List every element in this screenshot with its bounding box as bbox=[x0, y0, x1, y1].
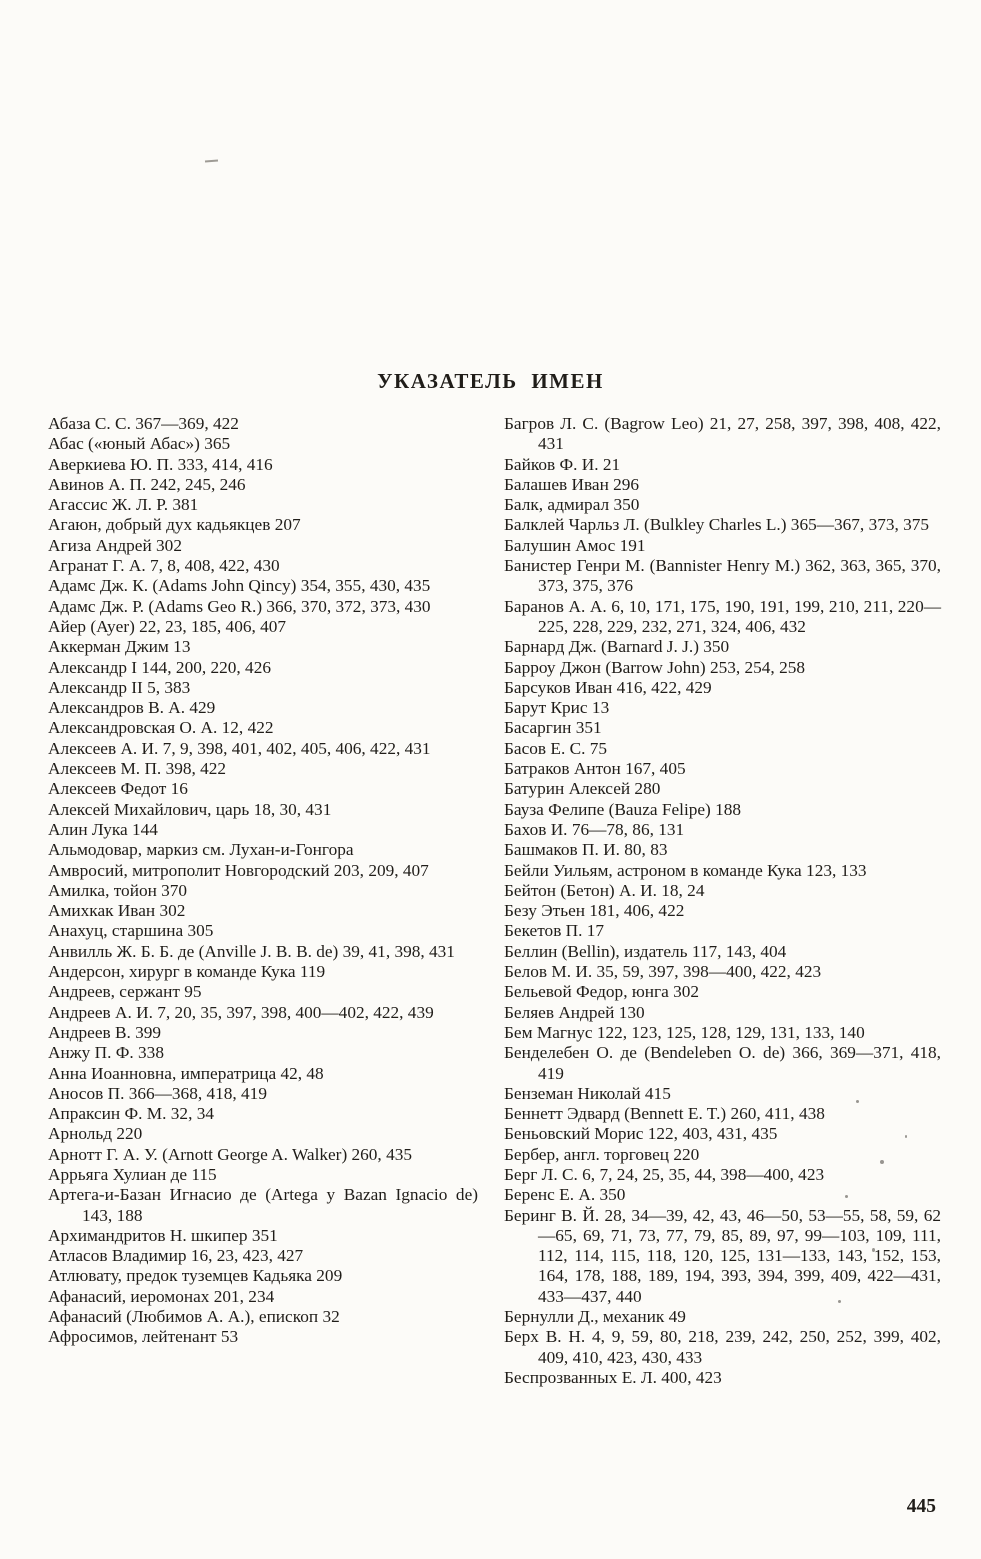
index-entry: Алин Лука 144 bbox=[48, 819, 158, 839]
index-entry: Алексеев А. И. 7, 9, 398, 401, 402, 405, 406, 422, 431 bbox=[48, 738, 431, 758]
index-entry: Адамс Дж. К. (Adams John Qincy) 354, 355, 430, 435 bbox=[48, 576, 431, 596]
index-entry: Алексеев М. П. 398, 422 bbox=[48, 759, 227, 779]
index-entry: Балклей Чарльз Л. (Bulkley Charles L.) 365—367, 373, 375 bbox=[504, 515, 930, 535]
index-entry: Анвилль Ж. Б. Б. де (Anville J. B. B. de) 39, 41, 398, 431 bbox=[48, 941, 455, 961]
index-entry: Берг Л. С. 6, 7, 24, 25, 35, 44, 398—400, 423 bbox=[504, 1164, 825, 1184]
index-entry: Агаюн, добрый дух кадьякцев 207 bbox=[48, 515, 301, 535]
index-entry: Бельевой Федор, юнга 302 bbox=[504, 982, 699, 1002]
index-entry: Барут Крис 13 bbox=[504, 698, 610, 718]
index-entry: Безу Этьен 181, 406, 422 bbox=[504, 901, 685, 921]
index-entry: Беннетт Эдвард (Bennett E. T.) 260, 411, 438 bbox=[504, 1104, 825, 1124]
index-entry: Агассис Ж. Л. Р. 381 bbox=[48, 495, 199, 515]
index-entry: Аккерман Джим 13 bbox=[48, 637, 191, 657]
index-entry: Балушин Амос 191 bbox=[504, 535, 646, 555]
index-entry: Абаза С. С. 367—369, 422 bbox=[48, 414, 239, 433]
index-entry: Берх В. Н. 4, 9, 59, 80, 218, 239, 242, 250, 252, 399, 402, 409, 410, 423, 430, 433 bbox=[504, 1327, 941, 1367]
index-entry: Аррьяга Хулиан де 115 bbox=[48, 1164, 217, 1184]
index-entry: Бербер, англ. торговец 220 bbox=[504, 1144, 700, 1164]
index-entry: Афросимов, лейтенант 53 bbox=[48, 1327, 239, 1347]
index-entry: Аверкиева Ю. П. 333, 414, 416 bbox=[48, 454, 273, 474]
index-entry: Алексеев Федот 16 bbox=[48, 779, 188, 799]
index-entry: Андреев В. 399 bbox=[48, 1022, 162, 1042]
index-entry: Амилка, тойон 370 bbox=[48, 880, 188, 900]
index-entry: Бейтон (Бетон) А. И. 18, 24 bbox=[504, 880, 705, 900]
index-entry: Андреев А. И. 7, 20, 35, 397, 398, 400—402, 422, 439 bbox=[48, 1002, 434, 1022]
index-entry: Адамс Дж. Р. (Adams Geo R.) 366, 370, 372, 373, 430 bbox=[48, 596, 431, 616]
index-entry: Беспрозванных Е. Л. 400, 423 bbox=[504, 1367, 722, 1387]
index-entry: Александровская О. А. 12, 422 bbox=[48, 718, 274, 738]
index-entry: Бенделебен О. де (Bendeleben O. de) 366, 369—371, 418, 419 bbox=[504, 1043, 941, 1083]
index-entry: Балашев Иван 296 bbox=[504, 474, 640, 494]
index-entry: Атласов Владимир 16, 23, 423, 427 bbox=[48, 1246, 304, 1266]
index-entry: Афанасий (Любимов А. А.), епископ 32 bbox=[48, 1307, 340, 1327]
index-entry: Барсуков Иван 416, 422, 429 bbox=[504, 677, 712, 697]
index-entry: Архимандритов Н. шкипер 351 bbox=[48, 1225, 278, 1245]
index-entry: Айер (Ayer) 22, 23, 185, 406, 407 bbox=[48, 616, 287, 636]
index-entry: Андерсон, хирург в команде Кука 119 bbox=[48, 962, 326, 982]
index-entry: Аносов П. 366—368, 418, 419 bbox=[48, 1083, 267, 1103]
index-entry: Беренс Е. А. 350 bbox=[504, 1185, 626, 1205]
index-right-column bbox=[504, 414, 941, 1388]
index-entry: Батраков Антон 167, 405 bbox=[504, 759, 686, 779]
index-entry: Авинов А. П. 242, 245, 246 bbox=[48, 474, 246, 494]
index-entry: Агиза Андрей 302 bbox=[48, 535, 182, 555]
index-entry: Анна Иоанновна, императрица 42, 48 bbox=[48, 1063, 324, 1083]
index-entry: Бернулли Д., механик 49 bbox=[504, 1307, 686, 1327]
page-number: 445 bbox=[906, 1496, 936, 1517]
index-entry: Беньовский Морис 122, 403, 431, 435 bbox=[504, 1124, 778, 1144]
index-entry: Агранат Г. А. 7, 8, 408, 422, 430 bbox=[48, 556, 280, 576]
index-entry: Афанасий, иеромонах 201, 234 bbox=[48, 1286, 275, 1306]
index-entry: Александр I 144, 200, 220, 426 bbox=[48, 657, 271, 677]
index-entry: Атлювату, предок туземцев Кадьяка 209 bbox=[48, 1266, 343, 1286]
index-entry: Артега-и-Базан Игнасио де (Artega y Bazan Ignacio de) 143, 188 bbox=[48, 1185, 478, 1225]
index-entry: Барнард Дж. (Barnard J. J.) 350 bbox=[504, 637, 730, 657]
index-entry: Бенземан Николай 415 bbox=[504, 1083, 671, 1103]
index-entry: Беляев Андрей 130 bbox=[504, 1002, 645, 1022]
index-entry: Байков Ф. И. 21 bbox=[504, 454, 621, 474]
index-entry: Баранов А. А. 6, 10, 171, 175, 190, 191, 199, 210, 211, 220—225, 228, 229, 232, 271, 324, 406, 432 bbox=[504, 596, 941, 636]
index-entry: Арнольд 220 bbox=[48, 1124, 143, 1144]
index-entry: Батурин Алексей 280 bbox=[504, 779, 661, 799]
index-entry: Александров В. А. 429 bbox=[48, 698, 216, 718]
index-entry: Андреев, сержант 95 bbox=[48, 982, 202, 1002]
index-entry: Барроу Джон (Barrow John) 253, 254, 258 bbox=[504, 657, 805, 677]
index-entry: Анжу П. Ф. 338 bbox=[48, 1043, 164, 1063]
index-entry: Беллин (Bellin), издатель 117, 143, 404 bbox=[504, 941, 787, 961]
index-entry: Бем Магнус 122, 123, 125, 128, 129, 131, 133, 140 bbox=[504, 1022, 865, 1042]
page-title: УКАЗАТЕЛЬ ИМЕН bbox=[377, 369, 604, 394]
index-entry: Апраксин Ф. М. 32, 34 bbox=[48, 1104, 214, 1124]
index-entry: Бейли Уильям, астроном в команде Кука 123, 133 bbox=[504, 860, 867, 880]
index-entry: Беринг В. Й. 28, 34—39, 42, 43, 46—50, 53—55, 58, 59, 62—65, 69, 71, 73, 77, 79, 85, 89, 97, 99—103, 109, 111, 112, 114, 115, 118, 120, 125, 131—133, 143, 152, 153, 164, 178, 188, 189, 194, 393, 394, 399, 409, 422—431, 433—437, 440 bbox=[504, 1205, 941, 1306]
index-entry: Александр II 5, 383 bbox=[48, 677, 191, 697]
index-entry: Алексей Михайлович, царь 18, 30, 431 bbox=[48, 799, 332, 819]
scan-artifact bbox=[205, 160, 218, 163]
index-entry: Амихкак Иван 302 bbox=[48, 901, 186, 921]
index-entry: Белов М. И. 35, 59, 397, 398—400, 422, 423 bbox=[504, 962, 822, 982]
index-entry: Бахов И. 76—78, 86, 131 bbox=[504, 819, 685, 839]
index-entry: Альмодовар, маркиз см. Лухан-и-Гонгора bbox=[48, 840, 354, 860]
index-entry: Банистер Генри М. (Bannister Henry M.) 362, 363, 365, 370, 373, 375, 376 bbox=[504, 556, 941, 596]
index-entry: Бекетов П. 17 bbox=[504, 921, 605, 941]
index-entry: Балк, адмирал 350 bbox=[504, 495, 640, 515]
index-entry: Амвросий, митрополит Новгородский 203, 209, 407 bbox=[48, 860, 429, 880]
index-entry: Арнотт Г. А. У. (Arnott George A. Walker) 260, 435 bbox=[48, 1144, 412, 1164]
index-entry: Басаргин 351 bbox=[504, 718, 602, 738]
index-entry: Бауза Фелипе (Bauza Felipe) 188 bbox=[504, 799, 742, 819]
index-left-column bbox=[48, 414, 478, 1348]
index-entry: Абас («юный Абас») 365 bbox=[48, 434, 231, 454]
index-entry: Багров Л. С. (Bagrow Leo) 21, 27, 258, 397, 398, 408, 422, 431 bbox=[504, 414, 941, 454]
index-entry: Анахуц, старшина 305 bbox=[48, 921, 214, 941]
index-entry: Басов Е. С. 75 bbox=[504, 738, 608, 758]
index-entry: Башмаков П. И. 80, 83 bbox=[504, 840, 668, 860]
